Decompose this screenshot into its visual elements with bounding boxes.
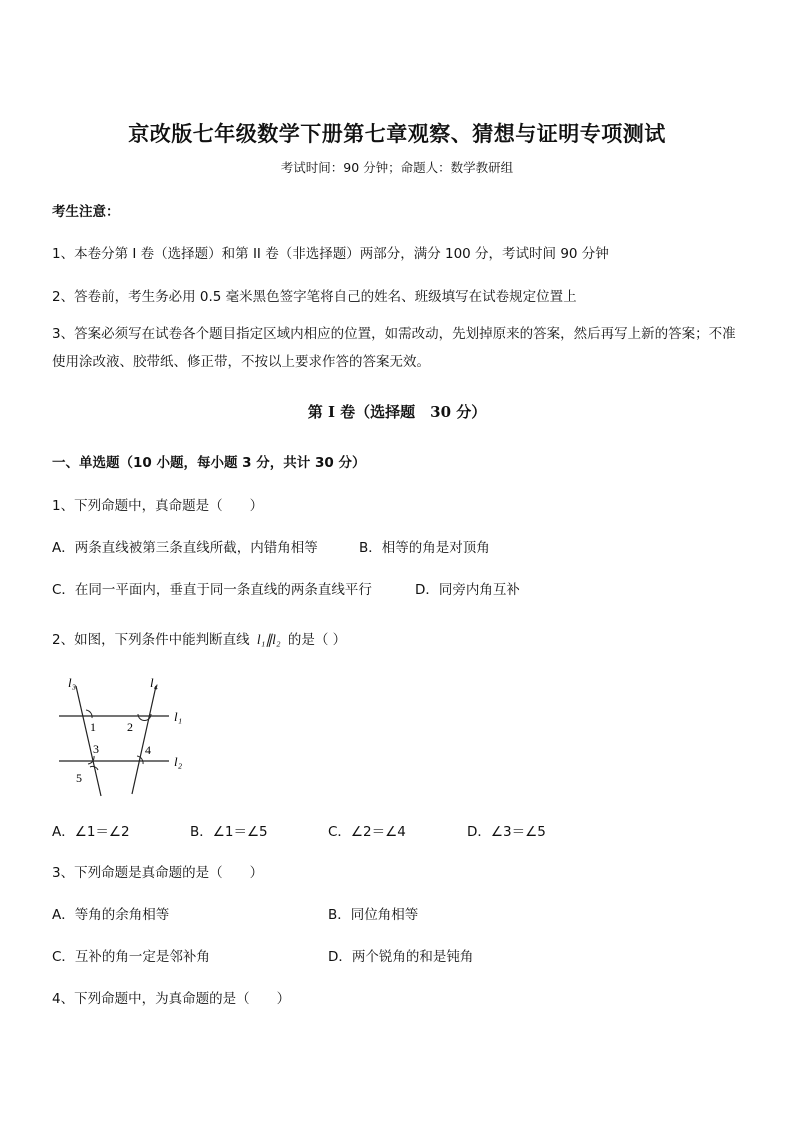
question-2-option-d: D．∠3＝∠5 [467, 824, 546, 840]
notice-item-1: 1、本卷分第 I 卷（选择题）和第 II 卷（非选择题）两部分，满分 100 分，考试时间 90 分钟 [52, 246, 609, 262]
part-heading: 一、单选题（10 小题，每小题 3 分，共计 30 分） [52, 455, 366, 471]
parallel-lines-figure [52, 672, 212, 802]
question-2-stem-prefix: 2、如图，下列条件中能判断直线 [52, 632, 250, 648]
label-l1: l₁ [174, 709, 183, 724]
question-3-option-d: D．两个锐角的和是钝角 [328, 949, 474, 965]
question-1-option-c: C．在同一平面内，垂直于同一条直线的两条直线平行 [52, 582, 372, 598]
question-1-stem: 1、下列命题中，真命题是（ ） [52, 498, 264, 514]
notice-item-3: 3、答案必须写在试卷各个题目指定区域内相应的位置，如需改动，先划掉原来的答案，然后再写上新的答案；不准使用涂改液、胶带纸、修正带，不按以上要求作答的答案无效。 [52, 326, 736, 370]
question-2-stem [52, 628, 346, 648]
question-3-stem: 3、下列命题是真命题的是（ ） [52, 865, 264, 881]
exam-subtitle: 考试时间：90 分钟；命题人：数学教研组 [280, 160, 514, 175]
angle-5-label: 5 [76, 771, 82, 785]
question-1-option-d: D．同旁内角互补 [415, 582, 520, 598]
question-3-option-c: C．互补的角一定是邻补角 [52, 949, 210, 965]
question-1-option-a: A．两条直线被第三条直线所截，内错角相等 [52, 540, 318, 556]
angle-4-label: 4 [145, 743, 151, 757]
angle-5-arc [90, 766, 98, 770]
question-3-option-a: A．等角的余角相等 [52, 907, 170, 923]
question-4-stem: 4、下列命题中，为真命题的是（ ） [52, 991, 291, 1007]
question-1-option-b: B．相等的角是对顶角 [359, 540, 490, 556]
label-l2: l₂ [174, 754, 183, 769]
angle-1-label: 1 [90, 720, 96, 734]
angle-1-arc [86, 710, 92, 718]
question-2-option-c: C．∠2＝∠4 [328, 824, 406, 840]
label-l3: l₃ [68, 675, 77, 690]
section-title: 第 I 卷（选择题 30 分） [307, 403, 487, 421]
angle-2-label: 2 [127, 720, 133, 734]
label-l4: l₄ [150, 675, 159, 690]
question-3-option-b: B．同位角相等 [328, 907, 419, 923]
question-2-stem-suffix: 的是（ ） [287, 632, 347, 648]
notice-item-2: 2、答卷前，考生务必用 0.5 毫米黑色签字笔将自己的姓名、班级填写在试卷规定位置上 [52, 289, 577, 305]
exam-title: 京改版七年级数学下册第七章观察、猜想与证明专项测试 [128, 121, 666, 146]
question-2-parallel-expression: l₁∥l₂ [256, 632, 281, 647]
angle-3-label: 3 [93, 742, 99, 756]
question-2-option-a: A．∠1＝∠2 [52, 824, 130, 840]
question-2-option-b: B．∠1＝∠5 [190, 824, 268, 840]
notice-heading: 考生注意： [52, 204, 120, 220]
line-l4 [132, 686, 156, 794]
